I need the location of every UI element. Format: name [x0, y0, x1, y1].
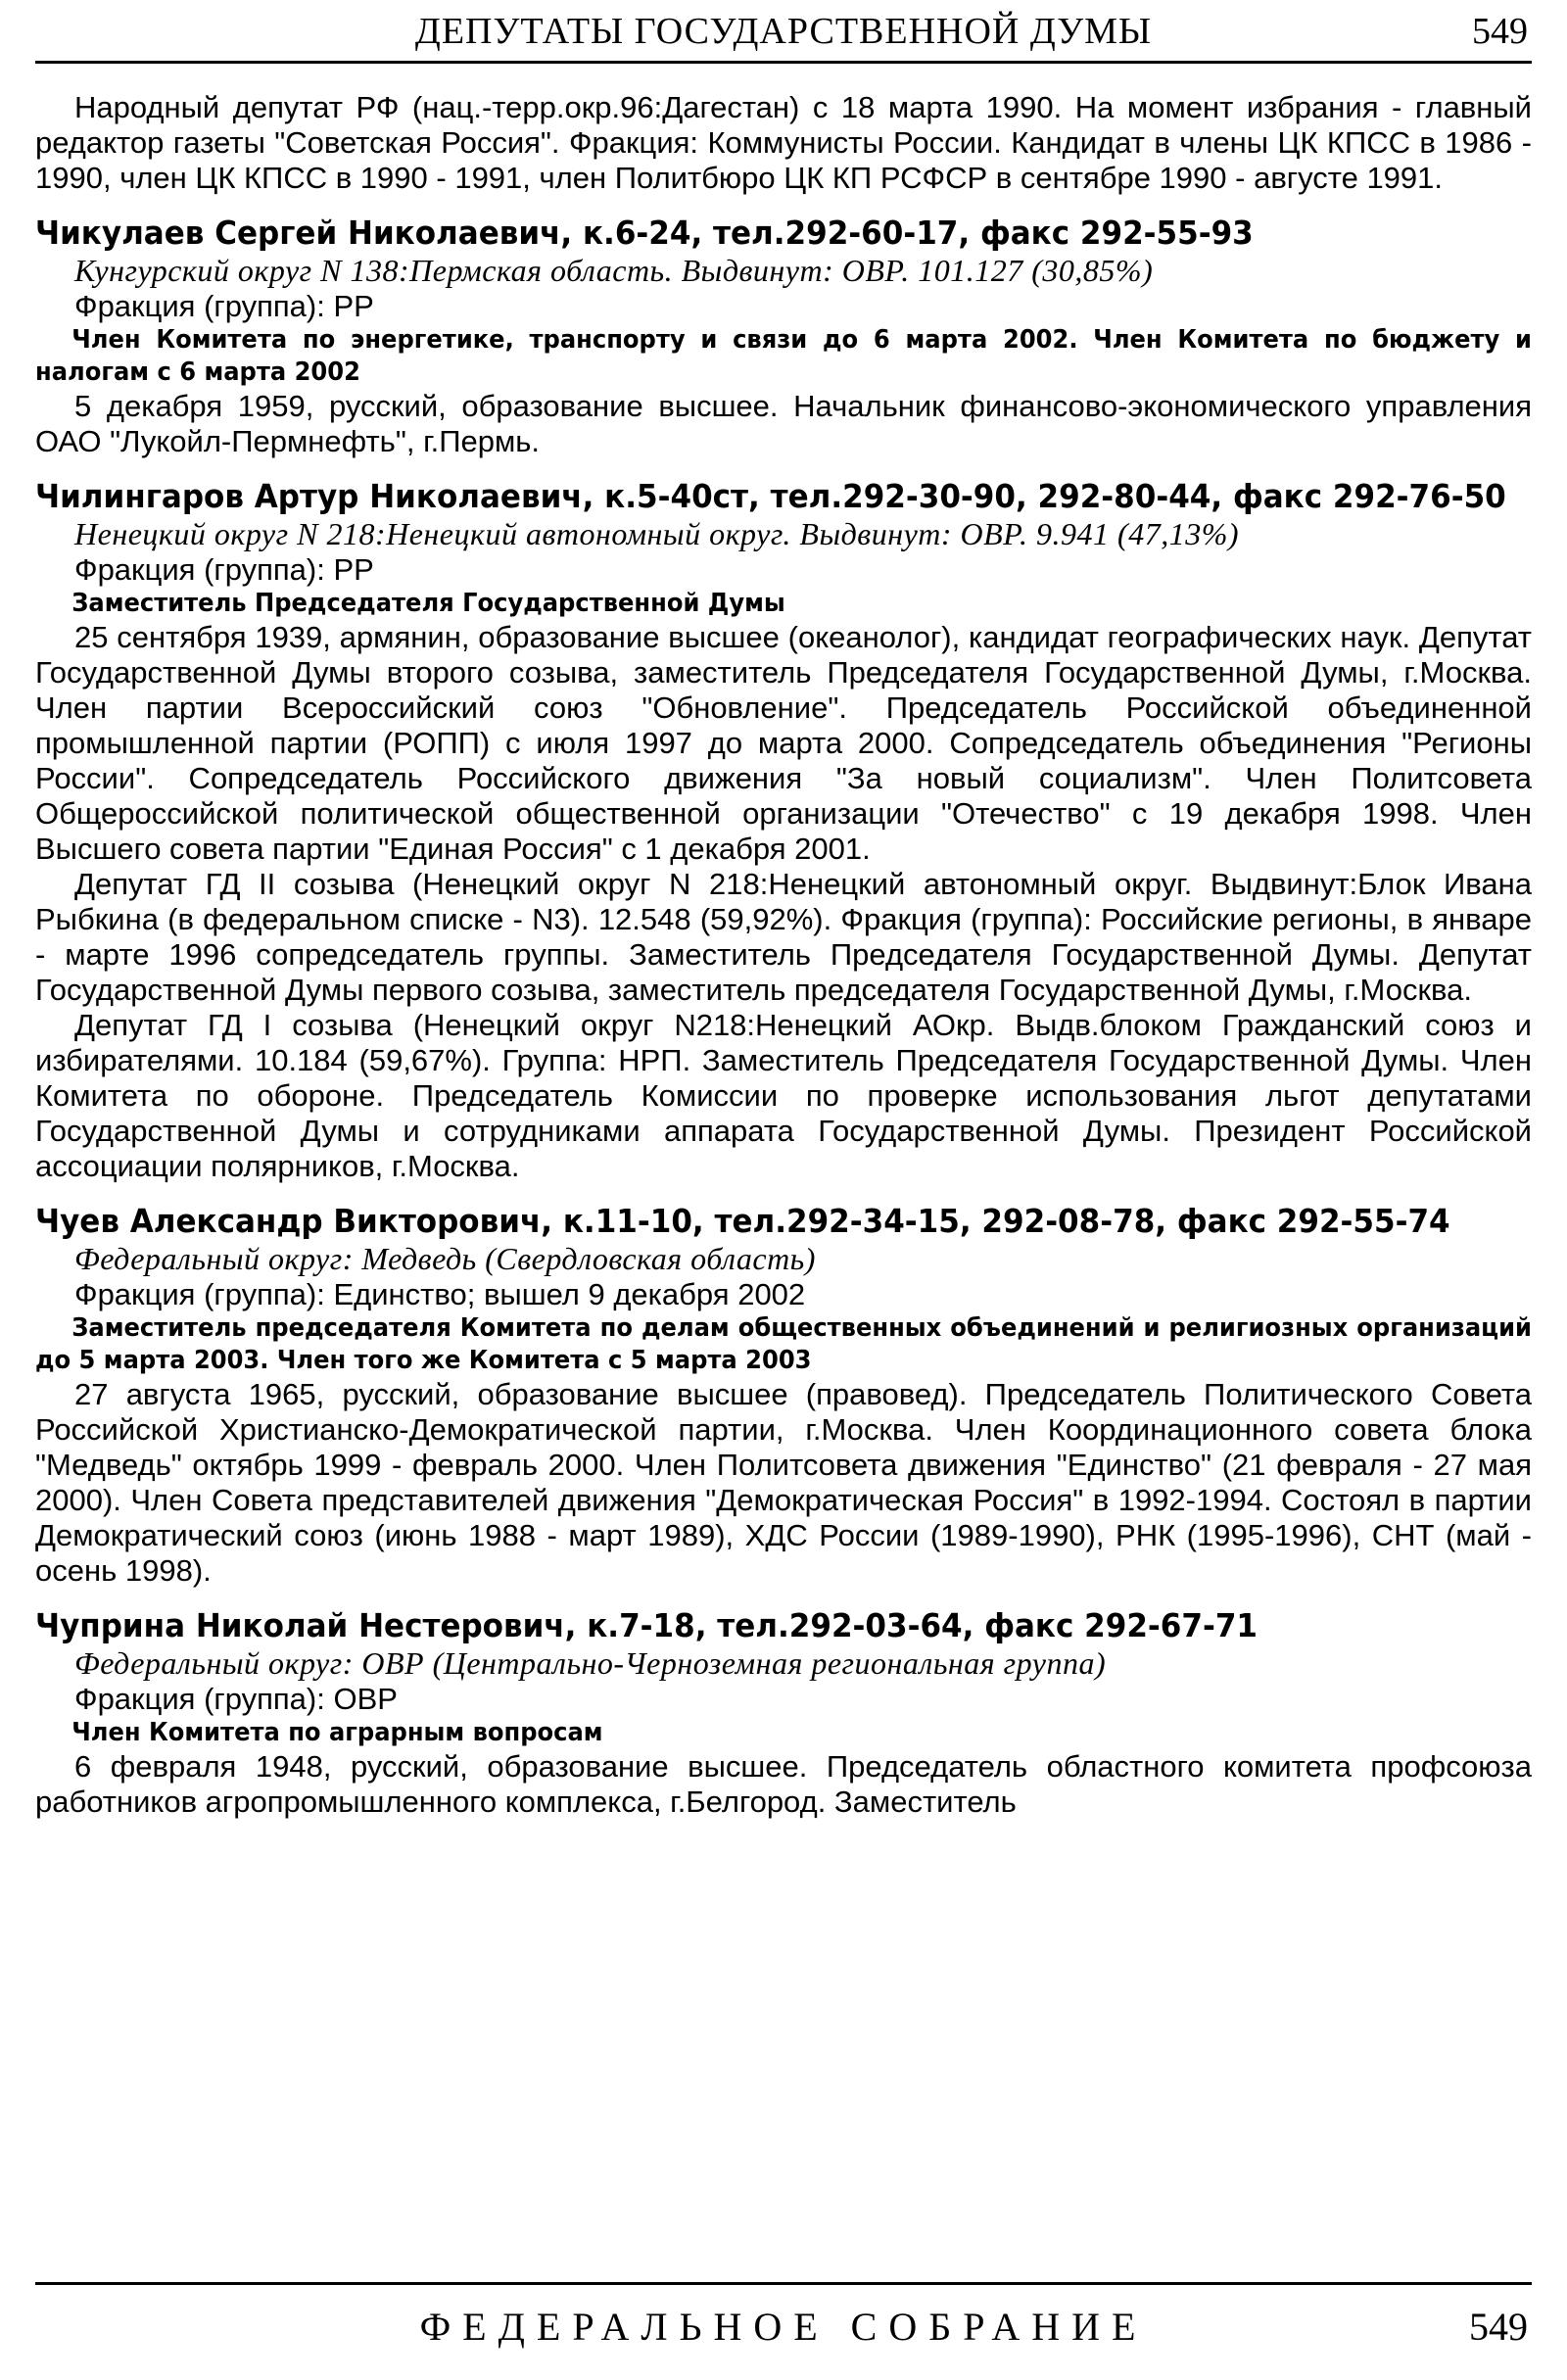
deputy-entry [35, 1606, 1532, 1820]
deputy-entry [35, 477, 1532, 1184]
deputy-bio: 27 августа 1965, русский, образование высшее (правовед). Председатель Политического Совета Российской Христианско-Демократической партии, г.Москва. Член Координационного совета блока "Медведь" октябрь 1999 - февраль 2000. Член Политсовета движения "Единство" (21 февраля - 27 мая 2000). Член Совета представителей движения "Демократическая Россия" в 1992-1994. Состоял в партии Демократический союз (июнь 1988 - март 1989), ХДС России (1989-1990), РНК (1995-1996), СНТ (май - осень 1998). [35, 1377, 1532, 1588]
page-content [35, 90, 1532, 1820]
deputy-name: Чуприна Николай Нестерович, к.7-18, тел.292-03-64, факс 292-67-71 [35, 1606, 1258, 1644]
deputy-faction: Фракция (группа): Единство; вышел 9 декабря 2002 [74, 1277, 806, 1311]
deputy-bio: 6 февраля 1948, русский, образование высшее. Председатель областного комитета профсоюза работников агропромышленного комплекса, г.Белгород. Заместитель [35, 1749, 1532, 1819]
header-title: ДЕПУТАТЫ ГОСУДАРСТВЕННОЙ ДУМЫ [414, 11, 1153, 52]
deputy-faction: Фракция (группа): РР [74, 289, 374, 323]
running-header [35, 0, 1532, 64]
header-page-number: 549 [1472, 11, 1528, 52]
deputy-name: Чуев Александр Викторович, к.11-10, тел.292-34-15, 292-08-78, факс 292-55-74 [35, 1202, 1450, 1240]
footer-title: ФЕДЕРАЛЬНОЕ СОБРАНИЕ [419, 2305, 1148, 2349]
deputy-district: Кунгурский округ N 138:Пермская область. Выдвинут: ОВР. 101.127 (30,85%) [74, 253, 1154, 288]
page [35, 0, 1532, 2377]
deputy-bio-prior-term: Депутат ГД II созыва (Ненецкий округ N 218:Ненецкий автономный округ. Выдвинут:Блок Ивана Рыбкина (в федеральном списке - N3). 12.548 (59,92%). Фракция (группа): Российские регионы, в январе - марте 1996 сопредседатель группы. Заместитель Председателя Государственной Думы. Депутат Государственной Думы первого созыва, заместитель председателя Государственной Думы, г.Москва. [35, 867, 1532, 1007]
deputy-district: Ненецкий округ N 218:Ненецкий автономный округ. Выдвинут: ОВР. 9.941 (47,13%) [74, 516, 1239, 551]
deputy-bio: 25 сентября 1939, армянин, образование высшее (океанолог), кандидат географических наук. Депутат Государственной Думы второго созыва, заместитель Председателя Государственной Думы, г.Москва. Член партии Всероссийский союз "Обновление". Председатель Российской объединенной промышленной партии (РОПП) с июля 1997 до марта 2000. Сопредседатель объединения "Регионы России". Сопредседатель Российского движения "За новый социализм". Член Политсовета Общероссийской политической общественной организации "Отечество" с 19 декабря 1998. Член Высшего совета партии "Единая Россия" с 1 декабря 2001. [35, 620, 1532, 866]
deputy-entry [35, 214, 1532, 459]
deputy-committee: Член Комитета по энергетике, транспорту и связи до 6 марта 2002. Член Комитета по бюджету и налогам с 6 марта 2002 [35, 325, 1532, 387]
deputy-faction: Фракция (группа): ОВР [74, 1682, 398, 1716]
deputy-faction: Фракция (группа): РР [74, 552, 374, 587]
running-footer [35, 2282, 1532, 2380]
deputy-name: Чилингаров Артур Николаевич, к.5-40ст, тел.292-30-90, 292-80-44, факс 292-76-50 [35, 477, 1506, 515]
deputy-committee: Член Комитета по аграрным вопросам [71, 1718, 603, 1747]
deputy-entry [35, 1202, 1532, 1589]
deputy-name: Чикулаев Сергей Николаевич, к.6-24, тел.292-60-17, факс 292-55-93 [35, 214, 1254, 252]
deputy-district: Федеральный округ: ОВР (Центрально-Черноземная региональная группа) [74, 1645, 1107, 1681]
deputy-district: Федеральный округ: Медведь (Свердловская область) [74, 1241, 816, 1276]
deputy-bio: 5 декабря 1959, русский, образование высшее. Начальник финансово-экономического управления ОАО "Лукойл-Пермнефть", г.Пермь. [35, 389, 1532, 458]
deputy-bio-prior-term: Депутат ГД I созыва (Ненецкий округ N218:Ненецкий АОкр. Выдв.блоком Гражданский союз и избирателями. 10.184 (59,67%). Группа: НРП. Заместитель Председателя Государственной Думы. Член Комитета по обороне. Председатель Комиссии по проверке использования льгот депутатами Государственной Думы и сотрудниками аппарата Государственной Думы. Президент Российской ассоциации полярников, г.Москва. [35, 1008, 1532, 1183]
footer-page-number: 549 [1469, 2305, 1528, 2349]
deputy-committee: Заместитель председателя Комитета по делам общественных объединений и религиозных организаций до 5 марта 2003. Член того же Комитета с 5 марта 2003 [35, 1313, 1532, 1375]
intro-paragraph: Народный депутат РФ (нац.-терр.окр.96:Дагестан) с 18 марта 1990. На момент избрания - главный редактор газеты "Советская Россия". Фракция: Коммунисты России. Кандидат в члены ЦК КПСС в 1986 - 1990, член ЦК КПСС в 1990 - 1991, член Политбюро ЦК КП РСФСР в сентябре 1990 - августе 1991. [35, 90, 1532, 195]
deputy-committee: Заместитель Председателя Государственной Думы [71, 589, 785, 618]
